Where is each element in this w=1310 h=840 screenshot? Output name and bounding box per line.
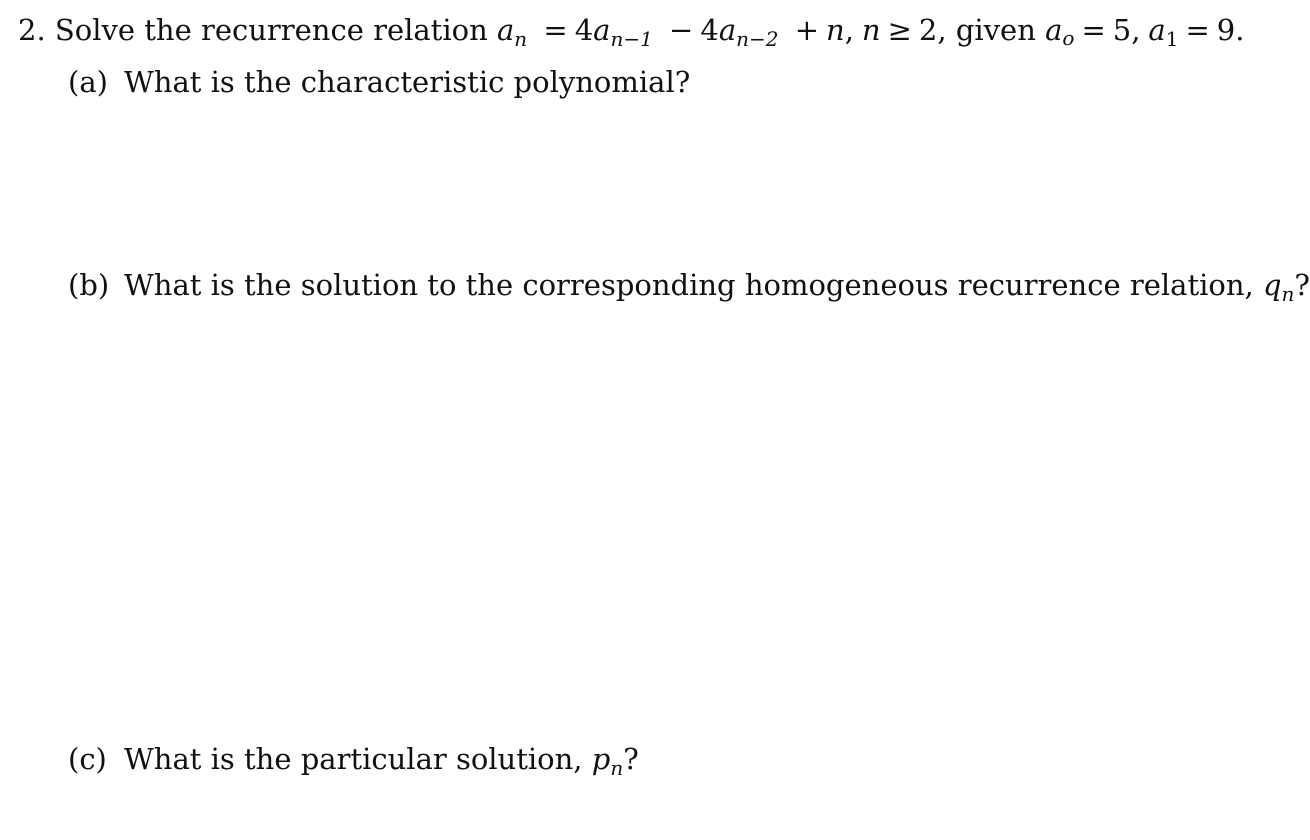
geq-sign: ≥ [887, 13, 912, 47]
period: . [1235, 13, 1245, 47]
term2-sub: n−2 [736, 27, 779, 51]
part-c-sub: n [610, 756, 624, 780]
lhs-var: a [496, 13, 515, 47]
part-c-label: (c) [68, 742, 107, 776]
a0-value: 5 [1112, 13, 1132, 47]
recurrence-equation [496, 13, 956, 51]
comma: , [937, 13, 947, 47]
problem-statement [18, 12, 1245, 51]
condition-var: n [861, 13, 881, 47]
question-mark: ? [1294, 268, 1310, 302]
minus-sign: − [669, 13, 694, 47]
problem-lead: Solve the recurrence relation [54, 13, 488, 47]
part-a-label: (a) [68, 65, 108, 99]
part-a-question: What is the characteristic polynomial? [124, 65, 691, 99]
part-c [68, 741, 639, 780]
part-c-var: p [591, 742, 611, 776]
lhs-sub: n [514, 27, 528, 51]
plus-sign: + [794, 13, 820, 47]
comma: , [844, 13, 854, 47]
a1-sub: 1 [1165, 27, 1179, 51]
n-term: n [826, 13, 845, 47]
given-word: given [955, 13, 1036, 47]
problem-number: 2. [18, 13, 46, 47]
part-b-var: q [1262, 268, 1282, 302]
a1-var: a [1148, 13, 1166, 47]
a0-var: a [1045, 13, 1063, 47]
a1-value: 9 [1216, 13, 1236, 47]
part-b-label: (b) [68, 268, 110, 302]
equals-sign: = [1081, 13, 1106, 47]
equals-sign: = [1185, 13, 1210, 47]
part-b-sub: n [1281, 282, 1295, 306]
term1-var: a [593, 13, 611, 47]
term2-coef: 4 [700, 13, 719, 47]
term1-coef: 4 [574, 13, 594, 47]
condition-value: 2 [918, 13, 938, 47]
equals-sign: = [543, 13, 568, 47]
term2-var: a [718, 13, 737, 47]
initial-conditions [1045, 13, 1245, 51]
question-mark: ? [623, 742, 639, 776]
part-b-question: What is the solution to the corresponding homogeneous recurrence relation, [124, 268, 1254, 302]
a0-sub: o [1062, 26, 1075, 50]
term1-sub: n−1 [610, 27, 653, 51]
part-c-question: What is the particular solution, [124, 742, 583, 776]
part-a [68, 64, 690, 100]
part-b [68, 267, 1310, 306]
comma: , [1131, 13, 1141, 47]
